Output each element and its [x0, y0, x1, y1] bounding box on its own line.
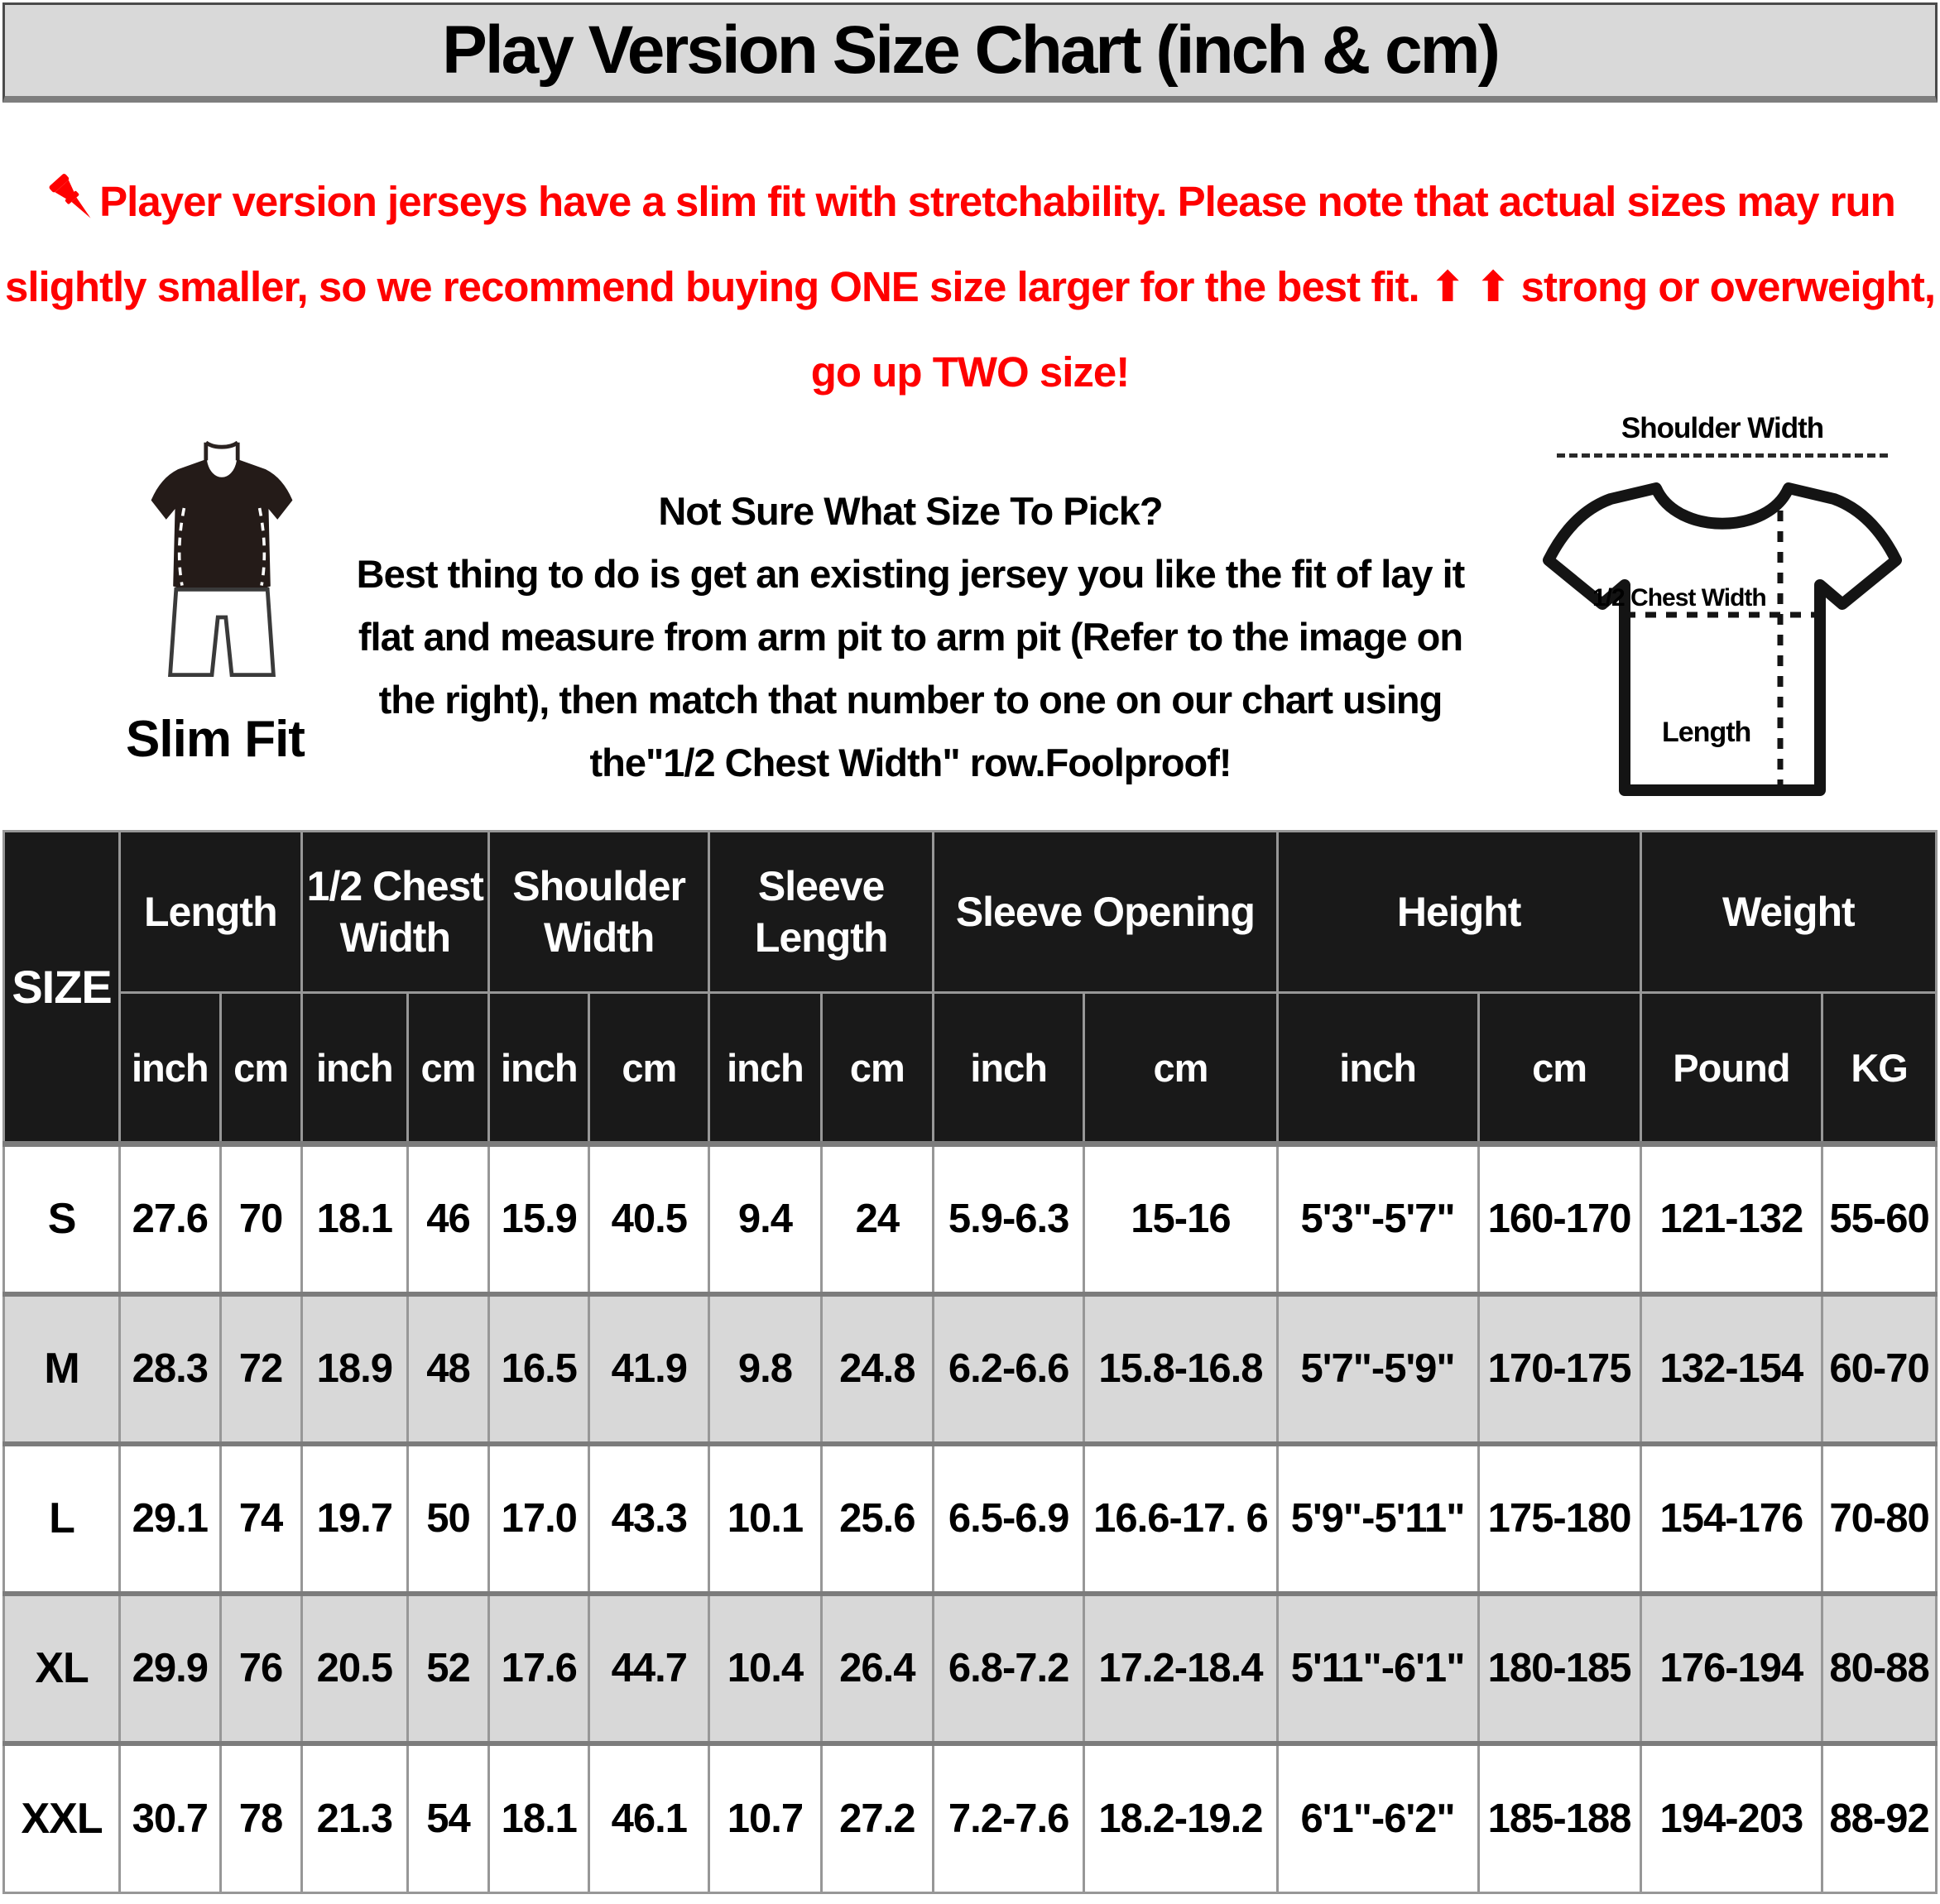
cell: 27.2 — [821, 1743, 933, 1893]
table-row-xl — [4, 1594, 1937, 1743]
unit-header: cm — [1084, 993, 1278, 1144]
cell: 154-176 — [1640, 1444, 1822, 1594]
unit-header: inch — [709, 993, 821, 1144]
cell: 18.1 — [489, 1743, 589, 1893]
cell: 5'3"-5'7" — [1277, 1144, 1478, 1294]
cell: 9.8 — [709, 1294, 821, 1444]
table-row-s — [4, 1144, 1937, 1294]
slim-fit-label: Slim Fit — [126, 711, 305, 768]
cell: 78 — [220, 1743, 301, 1893]
title-bar — [2, 2, 1938, 103]
page-title: Play Version Size Chart (inch & cm) — [442, 12, 1498, 88]
cell: 29.1 — [120, 1444, 220, 1594]
cell: 74 — [220, 1444, 301, 1594]
cell: 40.5 — [589, 1144, 709, 1294]
unit-header: inch — [489, 993, 589, 1144]
half-chest-width-label: 1/2 Chest Width — [1592, 584, 1766, 611]
guide-line: the right), then match that number to one on our chart using — [378, 678, 1443, 722]
half-chest-group-header: 1/2 Chest Width — [301, 832, 488, 993]
size-cell: XXL — [4, 1743, 120, 1893]
cell: 19.7 — [301, 1444, 407, 1594]
unit-header: cm — [1478, 993, 1640, 1144]
cell: 5.9-6.3 — [934, 1144, 1084, 1294]
cell: 88-92 — [1822, 1743, 1937, 1893]
cell: 10.7 — [709, 1743, 821, 1893]
cell: 194-203 — [1640, 1743, 1822, 1893]
cell: 6.2-6.6 — [934, 1294, 1084, 1444]
cell: 10.1 — [709, 1444, 821, 1594]
fit-notice-line — [0, 244, 1940, 329]
cell: 17.0 — [489, 1444, 589, 1594]
cell: 46.1 — [589, 1743, 709, 1893]
fit-notice-line — [0, 329, 1940, 415]
table-row-l — [4, 1444, 1937, 1594]
cell: 175-180 — [1478, 1444, 1640, 1594]
guide-line: the"1/2 Chest Width" row.Foolproof! — [589, 741, 1232, 784]
unit-header: inch — [934, 993, 1084, 1144]
cell: 30.7 — [120, 1743, 220, 1893]
cell: 76 — [220, 1594, 301, 1743]
size-cell: S — [4, 1144, 120, 1294]
guide-line: flat and measure from arm pit to arm pit (Refer to the image on — [358, 615, 1463, 659]
cell: 48 — [407, 1294, 488, 1444]
cell: 28.3 — [120, 1294, 220, 1444]
cell: 10.4 — [709, 1594, 821, 1743]
cell: 44.7 — [589, 1594, 709, 1743]
cell: 70-80 — [1822, 1444, 1937, 1594]
sleeve-opening-group-header: Sleeve Opening — [934, 832, 1278, 993]
fit-notice-text-1: Player version jerseys have a slim fit with stretchability. Please note that actual sizes may run — [99, 178, 1895, 225]
cell: 41.9 — [589, 1294, 709, 1444]
header-group-row — [4, 832, 1937, 993]
cell: 15.9 — [489, 1144, 589, 1294]
unit-header: cm — [220, 993, 301, 1144]
shoulder-width-label: Shoulder Width — [1621, 412, 1824, 444]
cell: 21.3 — [301, 1743, 407, 1893]
guide-heading: Not Sure What Size To Pick? — [658, 489, 1163, 533]
size-cell: XL — [4, 1594, 120, 1743]
tshirt-outline-icon — [1532, 459, 1913, 807]
cell: 27.6 — [120, 1144, 220, 1294]
pushpin-icon — [45, 172, 98, 228]
cell: 15.8-16.8 — [1084, 1294, 1278, 1444]
cell: 16.5 — [489, 1294, 589, 1444]
cell: 176-194 — [1640, 1594, 1822, 1743]
slim-fit-figure-icon — [122, 439, 321, 712]
cell: 185-188 — [1478, 1743, 1640, 1893]
cell: 160-170 — [1478, 1144, 1640, 1294]
tshirt-measurement-diagram — [1520, 412, 1925, 826]
cell: 5'7"-5'9" — [1277, 1294, 1478, 1444]
cell: 6.8-7.2 — [934, 1594, 1084, 1743]
cell: 29.9 — [120, 1594, 220, 1743]
size-chart-table — [2, 830, 1938, 1894]
cell: 46 — [407, 1144, 488, 1294]
cell: 17.2-18.4 — [1084, 1594, 1278, 1743]
cell: 7.2-7.6 — [934, 1743, 1084, 1893]
cell: 121-132 — [1640, 1144, 1822, 1294]
cell: 5'9"-5'11" — [1277, 1444, 1478, 1594]
unit-header: KG — [1822, 993, 1937, 1144]
cell: 15-16 — [1084, 1144, 1278, 1294]
cell: 25.6 — [821, 1444, 933, 1594]
unit-header: cm — [589, 993, 709, 1144]
cell: 24 — [821, 1144, 933, 1294]
length-group-header: Length — [120, 832, 301, 993]
size-cell: L — [4, 1444, 120, 1594]
table-row-m — [4, 1294, 1937, 1444]
cell: 20.5 — [301, 1594, 407, 1743]
cell: 50 — [407, 1444, 488, 1594]
fit-notice-text-3: go up TWO size! — [810, 348, 1130, 396]
cell: 18.1 — [301, 1144, 407, 1294]
cell: 6'1"-6'2" — [1277, 1743, 1478, 1893]
height-group-header: Height — [1277, 832, 1640, 993]
shoulder-width-dashed-line — [1557, 453, 1888, 458]
fit-notice — [0, 159, 1940, 415]
cell: 60-70 — [1822, 1294, 1937, 1444]
cell: 26.4 — [821, 1594, 933, 1743]
weight-group-header: Weight — [1640, 832, 1936, 993]
cell: 72 — [220, 1294, 301, 1444]
cell: 24.8 — [821, 1294, 933, 1444]
fit-notice-line — [0, 159, 1940, 244]
unit-header: Pound — [1640, 993, 1822, 1144]
cell: 55-60 — [1822, 1144, 1937, 1294]
size-cell: M — [4, 1294, 120, 1444]
cell: 5'11"-6'1" — [1277, 1594, 1478, 1743]
cell: 43.3 — [589, 1444, 709, 1594]
unit-header: cm — [821, 993, 933, 1144]
cell: 132-154 — [1640, 1294, 1822, 1444]
length-label: Length — [1662, 717, 1751, 748]
cell: 70 — [220, 1144, 301, 1294]
unit-header: inch — [1277, 993, 1478, 1144]
unit-header: inch — [301, 993, 407, 1144]
cell: 80-88 — [1822, 1594, 1937, 1743]
cell: 9.4 — [709, 1144, 821, 1294]
cell: 16.6-17. 6 — [1084, 1444, 1278, 1594]
size-guide-text — [298, 480, 1523, 794]
size-column-header: SIZE — [4, 832, 120, 1144]
cell: 170-175 — [1478, 1294, 1640, 1444]
guide-line: Best thing to do is get an existing jersey you like the fit of lay it — [356, 552, 1465, 596]
cell: 18.2-19.2 — [1084, 1743, 1278, 1893]
unit-header: inch — [120, 993, 220, 1144]
sleeve-length-group-header: Sleeve Length — [709, 832, 934, 993]
cell: 17.6 — [489, 1594, 589, 1743]
cell: 54 — [407, 1743, 488, 1893]
cell: 6.5-6.9 — [934, 1444, 1084, 1594]
header-unit-row — [4, 993, 1937, 1144]
table-row-xxl — [4, 1743, 1937, 1893]
cell: 52 — [407, 1594, 488, 1743]
cell: 180-185 — [1478, 1594, 1640, 1743]
fit-notice-text-2: slightly smaller, so we recommend buying ONE size larger for the best fit. ⬆ ⬆ strong or overweight, — [5, 263, 1935, 310]
shoulder-group-header: Shoulder Width — [489, 832, 709, 993]
unit-header: cm — [407, 993, 488, 1144]
cell: 18.9 — [301, 1294, 407, 1444]
